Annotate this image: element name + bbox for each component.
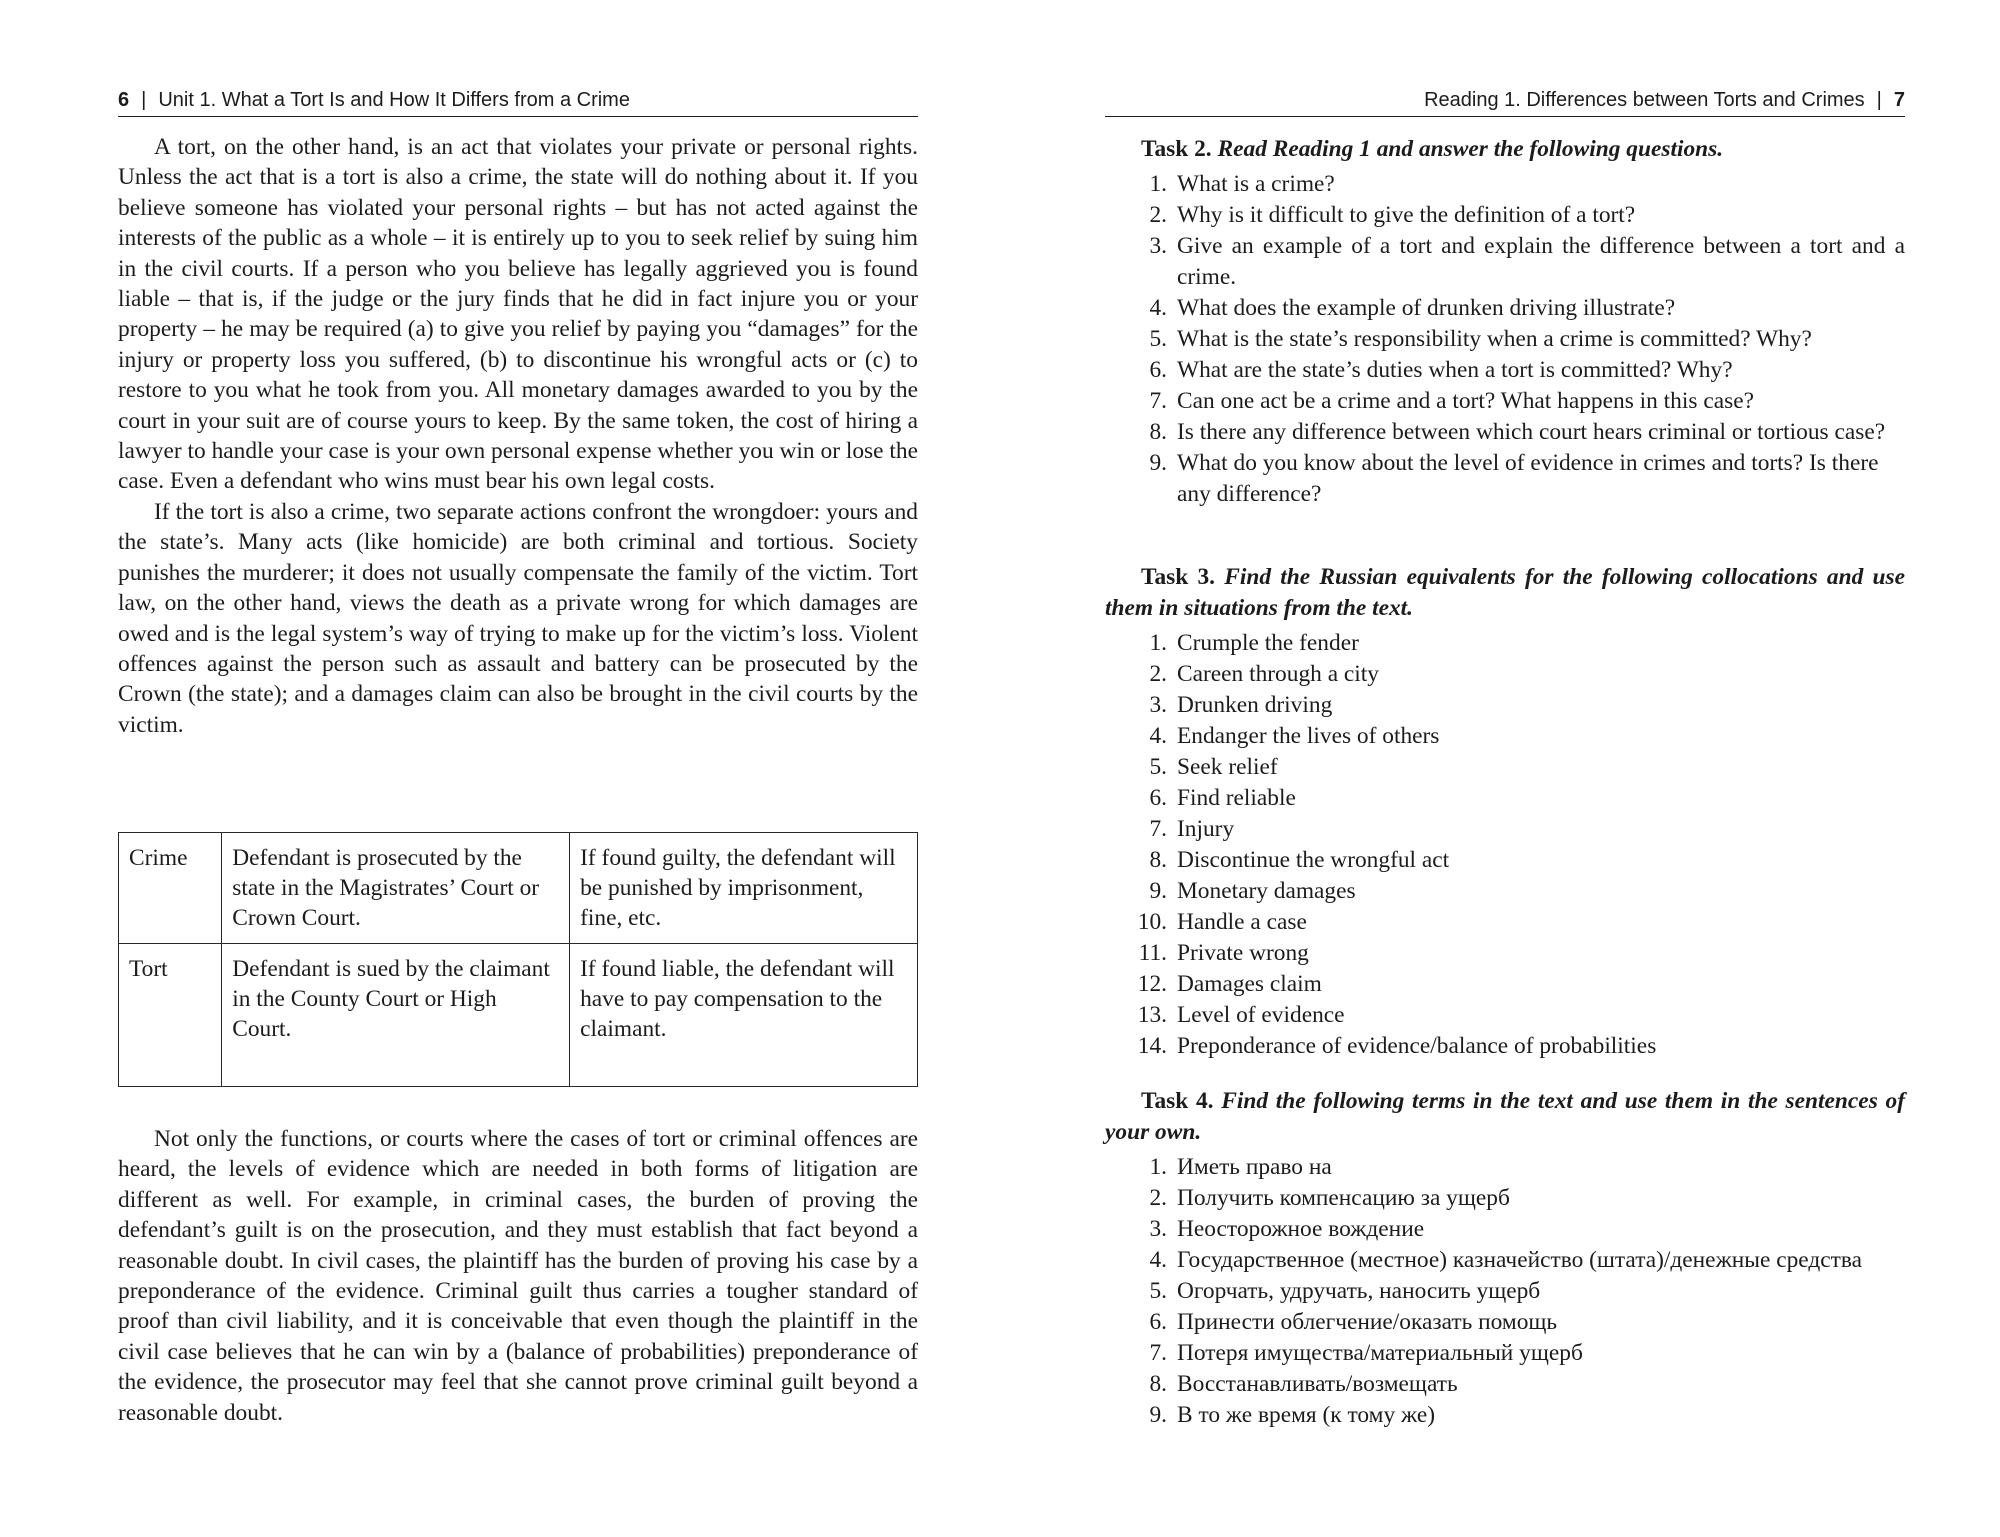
task-instruction: Read Reading 1 and answer the following questions. [1217,136,1724,162]
right-header-title: Reading 1. Differences between Torts and Crimes [1424,88,1865,111]
task-4-list [1105,1152,1905,1431]
paragraph: Not only the functions, or courts where the cases of tort or criminal offences are heard, the levels of evidence which are needed in both forms of litigation are different as well. For example, in criminal cases, the burden of proving the defendant’s guilt is on the prosecution, and they must establish that fact beyond a reasonable doubt. In civil cases, the plaintiff has the burden of proving his case by a preponderance of the evidence. Criminal guilt thus carries a tougher standard of proof than civil liability, and it is conceivable that even though the plaintiff in the civil case believes that he can win by a (balance of probabilities) preponderance of the evidence, the prosecutor may feel that she cannot prove criminal guilt beyond a reasonable doubt. [118,1126,918,1426]
paragraph: If the tort is also a crime, two separate actions confront the wrongdoer: yours and the state’s. Many acts (like homicide) are both criminal and tortious. Society punishes the murderer; it does not usually compensate the family of the victim. Tort law, on the other hand, views the death as a private wrong for which damages are owed and is the legal system’s way of trying to make up for the victim’s loss. Violent offences against the person such as assault and battery can be prosecuted by the Crown (the state); and a damages claim can also be brought in the civil courts by the victim. [118,498,918,738]
table-cell-label: Tort [119,944,222,1087]
left-closing-text [118,1124,918,1428]
list-item: 11. Private wrong [1138,940,1309,966]
task-4 [1105,1086,1905,1431]
task-label: Task 2. [1141,136,1212,162]
task-4-title [1105,1086,1905,1148]
list-item: 6. Find reliable [1149,785,1296,811]
table-cell: If found liable, the defendant will have to pay compensation to the claimant. [570,944,918,1087]
list-item: 3. Drunken driving [1149,692,1333,718]
list-item: 1. Иметь право на [1149,1154,1332,1180]
task-2-title [1105,134,1905,165]
right-page [1105,0,1905,1537]
header-separator: | [141,88,147,111]
list-item: 1. What is a crime? [1149,171,1335,197]
list-item: 2. Получить компенсацию за ущерб [1149,1185,1510,1211]
list-item: 10. Handle a case [1137,909,1307,935]
table-cell: Defendant is sued by the claimant in the County Court or High Court. [222,944,570,1087]
right-page-header [1105,84,1905,117]
left-page-number: 6 [118,88,130,111]
list-item: 8. Is there any difference between which court hears criminal or tortious case? [1149,419,1886,445]
table-row [119,833,918,944]
list-item: 9. Monetary damages [1149,878,1356,904]
left-page [118,0,918,1537]
paragraph: A tort, on the other hand, is an act that violates your private or personal rights. Unless the act that is a tort is also a crime, the state will do nothing about it. If you believe someone has violated your personal rights – but has not acted against the interests of the public as a whole – it is entirely up to you to seek relief by suing him in the civil courts. If a person who you believe has legally aggrieved you is found liable – that is, if the judge or the jury finds that he did in fact injure you or your property – he may be required (a) to give you relief by paying you “damages” for the injury or property loss you suffered, (b) to discontinue his wrongful acts or (c) to restore to you what he took from you. All monetary damages awarded to you by the court in your suit are of course yours to keep. By the same token, the cost of hiring a lawyer to handle your case is your own personal expense whether you win or lose the case. Even a defendant who wins must bear his own legal costs. [118,134,918,495]
right-page-number: 7 [1893,88,1905,111]
list-item: 14. Preponderance of evidence/balance of probabilities [1137,1033,1657,1059]
table-row [119,944,918,1087]
list-item: 3. Give an example of a tort and explain the difference between a tort and a crime. [1149,233,1905,290]
list-item: 7. Injury [1149,816,1235,842]
list-item: 5. Огорчать, удручать, наносить ущерб [1149,1278,1541,1304]
list-item: 4. What does the example of drunken driving illustrate? [1149,295,1676,321]
list-item: 3. Неосторожное вождение [1149,1216,1425,1242]
list-item: 8. Восстанавливать/возмещать [1149,1371,1458,1397]
task-instruction: Find the Russian equivalents for the following collocations and use them in situations from the text. [1105,564,1905,621]
list-item: 1. Crumple the fender [1149,630,1359,656]
list-item: 2. Careen through a city [1149,661,1379,687]
list-item: 8. Discontinue the wrongful act [1149,847,1450,873]
table-cell: If found guilty, the defendant will be punished by imprisonment, fine, etc. [570,833,918,944]
task-instruction: Find the following terms in the text and use them in the sentences of your own. [1105,1088,1905,1145]
task-label: Task 4. [1141,1088,1214,1114]
list-item: 7. Потеря имущества/материальный ущерб [1149,1340,1583,1366]
table-cell: Defendant is prosecuted by the state in the Magistrates’ Court or Crown Court. [222,833,570,944]
table-cell-label: Crime [119,833,222,944]
task-2 [1105,134,1905,510]
list-item: 6. Принести облегчение/оказать помощь [1149,1309,1558,1335]
list-item: 7. Can one act be a crime and a tort? What happens in this case? [1149,388,1754,414]
list-item: 5. Seek relief [1149,754,1278,780]
task-3-title [1105,562,1905,624]
task-3 [1105,562,1905,1062]
list-item: 4. Endanger the lives of others [1149,723,1440,749]
list-item: 12. Damages claim [1137,971,1322,997]
crime-tort-table [118,832,918,1087]
task-label: Task 3. [1141,564,1216,590]
list-item: 2. Why is it difficult to give the definition of a tort? [1149,202,1636,228]
list-item: 6. What are the state’s duties when a tort is committed? Why? [1149,357,1733,383]
header-separator: | [1876,88,1882,111]
task-3-list [1105,628,1905,1062]
left-page-header [118,84,918,117]
left-body-text [118,132,918,740]
list-item: 13. Level of evidence [1137,1002,1345,1028]
task-2-list [1105,169,1905,510]
left-header-title: Unit 1. What a Tort Is and How It Differs from a Crime [158,88,630,111]
list-item: 9. What do you know about the level of evidence in crimes and torts? Is there any difference? [1149,450,1879,507]
list-item: 4. Государственное (местное) казначейство (штата)/денежные средства [1149,1247,1862,1273]
list-item: 9. В то же время (к тому же) [1149,1402,1436,1428]
list-item: 5. What is the state’s responsibility when a crime is committed? Why? [1149,326,1812,352]
